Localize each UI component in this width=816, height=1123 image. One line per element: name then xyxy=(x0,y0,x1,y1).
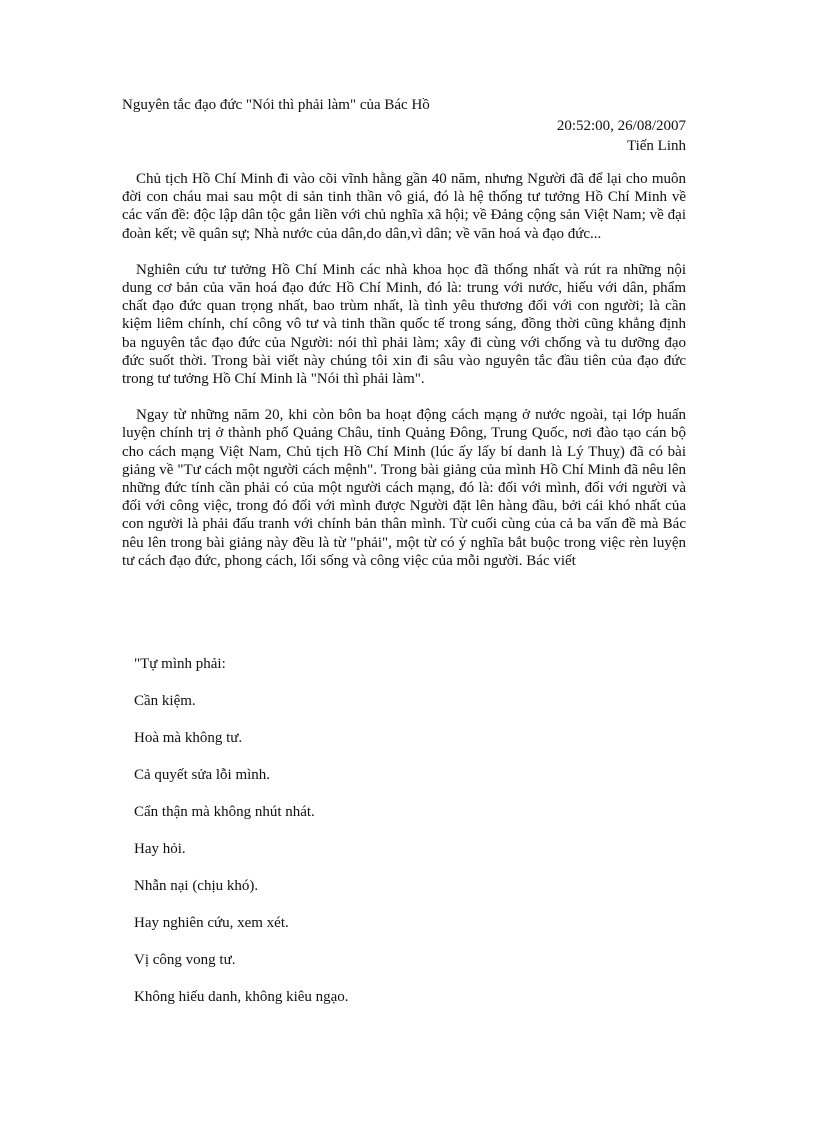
article-author: Tiến Linh xyxy=(626,138,686,154)
list-item: Hay nghiên cứu, xem xét. xyxy=(134,915,289,931)
paragraph-intro: Chủ tịch Hồ Chí Minh đi vào cõi vĩnh hằng gần 40 năm, nhưng Người đã để lại cho muôn đời con cháu mai sau một di sản tinh thần vô giá, đó là hệ thống tư tưởng Hồ Chí Minh về các vấn đề: độc lập dân tộc gắn liền với chủ nghĩa xã hội; về Đảng cộng sản Việt Nam; về đại đoàn kết; về quân sự; Nhà nước của dân,do dân,vì dân; về văn hoá và đạo đức... xyxy=(122,171,686,242)
list-item: Cẩn thận mà không nhút nhát. xyxy=(134,804,315,820)
list-item: Hay hỏi. xyxy=(134,841,186,857)
list-item: Hoà mà không tư. xyxy=(134,730,243,746)
list-item: Vị công vong tư. xyxy=(134,952,236,968)
list-item: Cần kiệm. xyxy=(134,693,196,709)
article-title: Nguyên tắc đạo đức "Nói thì phải làm" của Bác Hồ xyxy=(122,97,430,113)
list-item: Cả quyết sửa lỗi mình. xyxy=(134,767,271,783)
article-timestamp: 20:52:00, 26/08/2007 xyxy=(556,118,686,134)
paragraph-research: Nghiên cứu tư tưởng Hồ Chí Minh các nhà khoa học đã thống nhất và rút ra những nội dung cơ bản của văn hoá đạo đức Hồ Chí Minh, đó là: trung với nước, hiếu với dân, phẩm chất đạo đức quan trọng nhất, bao trùm nhất, là tình yêu thương đối với con người; là cần kiệm liêm chính, chí công vô tư và tinh thần quốc tế trong sáng, đồng thời cũng khẳng định ba nguyên tắc đạo đức của Người: nói thì phải làm; xây đi cùng với chống và tu dưỡng đạo đức suốt thời. Trong bài viết này chúng tôi xin đi sâu vào nguyên tắc đầu tiên của đạo đức trong tư tưởng Hồ Chí Minh là "Nói thì phải làm". xyxy=(122,261,686,388)
list-heading: "Tự mình phải: xyxy=(134,656,226,672)
list-item: Không hiếu danh, không kiêu ngạo. xyxy=(134,989,349,1005)
paragraph-history: Ngay từ những năm 20, khi còn bôn ba hoạt động cách mạng ở nước ngoài, tại lớp huấn luyện chính trị ở thành phố Quảng Châu, tỉnh Quảng Đông, Trung Quốc, nơi đào tạo cán bộ cho cách mạng Việt Nam, Chủ tịch Hồ Chí Minh (lúc ấy lấy bí danh là Lý Thuỵ) đã có bài giảng về "Tư cách một người cách mệnh". Trong bài giảng của mình Hồ Chí Minh đã nêu lên những đức tính cần phải có của một người cách mạng, đó là: đối với mình, đối với người và đối với công việc, trong đó đối với mình được Người đặt lên hàng đầu, bởi cái khó nhất của con người là phải đấu tranh với chính bản thân mình. Từ cuối cùng của cả ba vấn đề mà Bác nêu lên trong bài giảng này đều là từ "phải", một từ có ý nghĩa bắt buộc trong việc rèn luyện tư cách đạo đức, phong cách, lối sống và công việc của mỗi người. Bác viết xyxy=(122,407,686,569)
list-item: Nhẫn nại (chịu khó). xyxy=(134,878,259,894)
article-meta xyxy=(557,116,686,156)
article-body xyxy=(122,170,686,588)
virtues-list xyxy=(134,655,349,1025)
